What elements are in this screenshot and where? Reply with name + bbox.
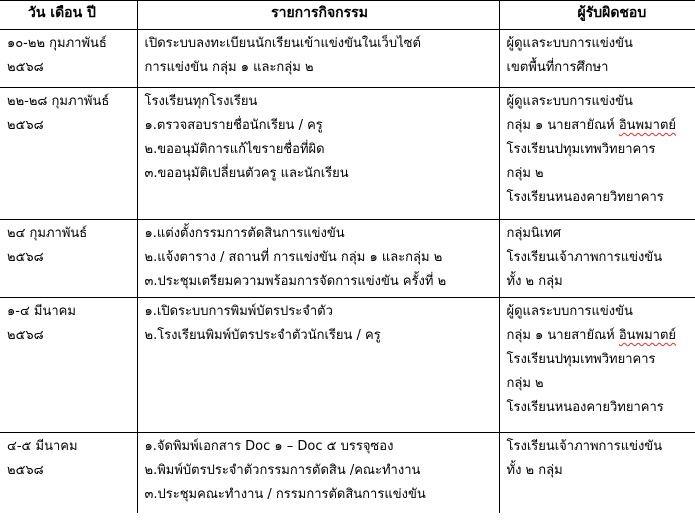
table-row <box>0 30 695 88</box>
activity-line: ๑.จัดพิมพ์เอกสาร Doc ๑ – Doc ๕ บรรจุซอง <box>144 439 394 454</box>
owner-cell <box>499 433 695 513</box>
owner-line: โรงเรียนหนองคายวิทยาคาร <box>506 190 664 205</box>
date-cell <box>0 88 137 220</box>
date-line: ๔-๕ มีนาคม <box>7 439 78 454</box>
date-line: ๒๒-๒๘ กุมภาพันธ์ <box>7 94 110 109</box>
activity-cell <box>137 433 499 513</box>
owner-line: ทั้ง ๒ กลุ่ม <box>506 463 563 478</box>
header-activity: รายการกิจกรรม <box>137 1 499 30</box>
table-row <box>0 298 695 433</box>
owner-cell <box>499 220 695 298</box>
owner-line: กลุ่ม ๒ <box>506 166 544 181</box>
date-line: ๒๕๖๘ <box>7 60 44 75</box>
spellcheck-marked-name: อินพมาตย์ <box>618 328 677 343</box>
activity-line: ๒.แจ้งตาราง / สถานที่ การแข่งขัน กลุ่ม ๑ และกลุ่ม ๒ <box>144 250 443 265</box>
activity-cell <box>137 88 499 220</box>
activity-line: ๓.ประชุมเตรียมความพร้อมการจัดการแข่งขัน ครั้งที่ ๒ <box>144 274 447 289</box>
activity-line: โรงเรียนทุกโรงเรียน <box>144 94 258 109</box>
activity-line: ๒.พิมพ์บัตรประจำตัวกรรมการตัดสิน /คณะทำงาน <box>144 463 421 478</box>
activity-line: ๒.โรงเรียนพิมพ์บัตรประจำตัวนักเรียน / ครู <box>144 328 381 343</box>
owner-line: โรงเรียนเจ้าภาพการแข่งขัน <box>506 250 663 265</box>
owner-cell <box>499 30 695 88</box>
owner-line: กลุ่มนิเทศ <box>506 226 562 241</box>
date-line: ๒๕๖๘ <box>7 118 44 133</box>
date-cell <box>0 298 137 433</box>
owner-line: เขตพื้นที่การศึกษา <box>506 60 609 75</box>
owner-line: ผู้ดูแลระบบการแข่งขัน <box>506 94 633 109</box>
owner-line: กลุ่ม ๒ <box>506 376 544 391</box>
date-cell <box>0 220 137 298</box>
date-line: ๑๐-๒๒ กุมภาพันธ์ <box>7 36 107 51</box>
owner-line: ผู้ดูแลระบบการแข่งขัน <box>506 36 633 51</box>
activity-line: การแข่งขัน กลุ่ม ๑ และกลุ่ม ๒ <box>144 60 314 75</box>
owner-line: โรงเรียนเจ้าภาพการแข่งขัน <box>506 439 663 454</box>
owner-line: โรงเรียนปทุมเทพวิทยาคาร <box>506 352 656 367</box>
activity-line: ๓.ประชุมคณะทำงาน / กรรมการตัดสินการแข่งขัน <box>144 487 426 502</box>
owner-name-prefix: กลุ่ม ๑ นายสายัณห์ <box>506 118 619 133</box>
activity-line: ๑.เปิดระบบการพิมพ์บัตรประจำตัว <box>144 304 333 319</box>
date-line: ๒๕๖๘ <box>7 463 44 478</box>
activity-cell <box>137 30 499 88</box>
owner-line: โรงเรียนปทุมเทพวิทยาคาร <box>506 142 656 157</box>
header-date: วัน เดือน ปี <box>0 1 137 30</box>
activity-line: เปิดระบบลงทะเบียนนักเรียนเข้าแข่งขันในเว็บไซต์ <box>144 36 421 51</box>
owner-cell <box>499 298 695 433</box>
header-owner: ผู้รับผิดชอบ <box>499 1 695 30</box>
spellcheck-marked-name: อินพมาตย์ <box>618 118 677 133</box>
header-row <box>0 1 695 30</box>
activity-line: ๑.แต่งตั้งกรรมการตัดสินการแข่งขัน <box>144 226 345 241</box>
activity-line: ๒.ขออนุมัติการแก้ไขรายชื่อที่ผิด <box>144 142 325 157</box>
activity-cell <box>137 220 499 298</box>
activity-cell <box>137 298 499 433</box>
date-line: ๒๔ กุมภาพันธ์ <box>7 226 88 241</box>
table-row <box>0 220 695 298</box>
table-row <box>0 88 695 220</box>
owner-line: ทั้ง ๒ กลุ่ม <box>506 274 563 289</box>
table-row <box>0 433 695 513</box>
owner-line: โรงเรียนหนองคายวิทยาคาร <box>506 400 664 415</box>
date-cell <box>0 30 137 88</box>
date-line: ๒๕๖๘ <box>7 250 44 265</box>
owner-line: ผู้ดูแลระบบการแข่งขัน <box>506 304 633 319</box>
owner-line <box>507 114 692 138</box>
date-line: ๑-๔ มีนาคม <box>7 304 76 319</box>
owner-cell <box>499 88 695 220</box>
owner-name-prefix: กลุ่ม ๑ นายสายัณห์ <box>506 328 619 343</box>
activity-line: ๓.ขออนุมัติเปลี่ยนตัวครู และนักเรียน <box>144 166 349 181</box>
activity-line: ๑.ตรวจสอบรายชื่อนักเรียน / ครู <box>144 118 323 133</box>
date-line: ๒๕๖๘ <box>7 328 44 343</box>
date-cell <box>0 433 137 513</box>
owner-line <box>507 324 692 348</box>
